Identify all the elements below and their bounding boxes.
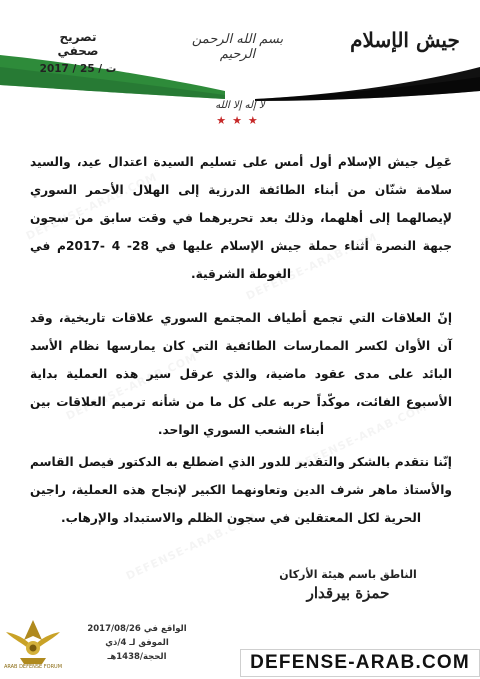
body-paragraph-2: إنّ العلاقات التي تجمع أطياف المجتمع السوري علاقات تاريخية، وقد آن الأوان لكسر الممارسات الطائفية التي كان يمارسها نظام الأسد البائد على مدى عقود ماضية، والذي عرقل سير هذه العملية بداية الأسبوع الفائت، موكّداً حربه على كل ما من شأنه ترميم العلاقات بين أبناء الشعب السوري الواحد. [30, 311, 452, 437]
signature-block [268, 568, 428, 602]
organization-logo [350, 28, 460, 60]
signatory-name: حمزة بيرقدار [306, 584, 390, 602]
organization-logo-text: جيش الإسلام [350, 28, 460, 52]
winged-emblem-icon [2, 612, 64, 668]
issue-dates [82, 622, 192, 664]
statement-title: تصريح صحفي [57, 30, 99, 58]
site-watermark-text: DEFENSE-ARAB.COM [250, 652, 470, 673]
gregorian-date: الواقع في 2017/08/26 [87, 624, 187, 634]
site-watermark-banner [240, 649, 480, 677]
body-paragraph-1: عَمِل جيش الإسلام أول أمس على تسليم السيدة اعتدال عيد، والسيد سلامة شنّان من أبناء الطائفة الدرزية إلى الهلال الأحمر السوري لإيصالهما إلى أهلهما، وذلك بعد تحريرهما في وقت سابق من سجون جبهة النصرة أثناء حملة جيش الإسلام عليها في 28- 4 -2017م في الغوطة الشرقية. [30, 155, 452, 281]
body-paragraph-3: إنّنا نتقدم بالشكر والتقدير للدور الذي اضطلع به الدكتور فيصل القاسم والأستاذ ماهر شرف الدين وتعاونهما الكبير لإنجاح هذه العملية، راجين الحرية لكل المعتقلين في سجون الظلم والاستبداد والإرهاب. [30, 455, 452, 525]
hijri-date: الموفق لـ 4/ذي الحجة/1438هـ [105, 638, 169, 662]
forum-logo-caption: ARAB DEFENSE FORUM [3, 664, 63, 670]
forum-logo [2, 612, 64, 678]
emblem-calligraphy: لا إله إلا الله [215, 100, 265, 111]
emblem [202, 98, 278, 132]
statement-header [38, 30, 118, 75]
three-stars-icon: ★★★ [216, 114, 264, 127]
basmala-calligraphy: بسم الله الرحمن الرحيم [191, 32, 284, 62]
statement-date: 2017 / 25 / ت [39, 63, 117, 75]
signatory-title: الناطق باسم هيئة الأركان [279, 568, 417, 581]
